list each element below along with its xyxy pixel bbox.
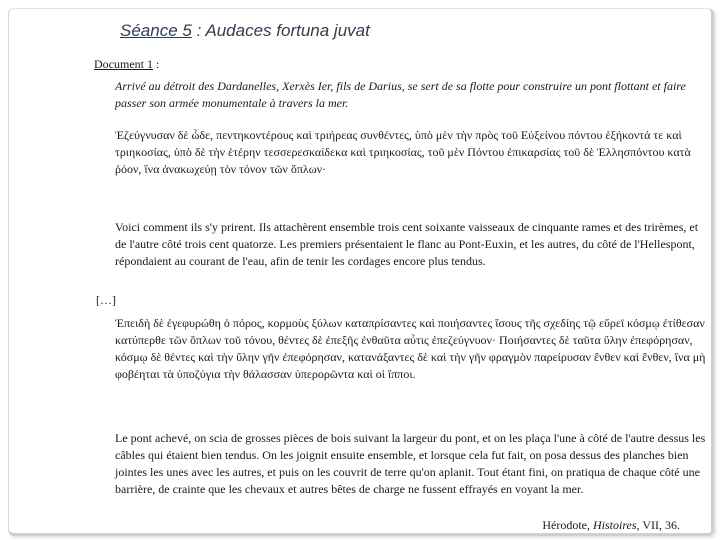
intro-paragraph: Arrivé au détroit des Dardanelles, Xerxès Ier, fils de Darius, se sert de sa flotte pour construire un pont flottant et faire passer son armée monumentale à travers la mer. <box>115 79 686 110</box>
greek-paragraph-1: Ἐζεύγνυσαν δὲ ὧδε, πεντηκοντέρους καὶ τριήρεας συνθέντες, ὑπὸ μὲν τὴν πρὸς τοῦ Εὐξείνου πόντου ἑξήκοντά τε καὶ τριηκοσίας, ὑπὸ δὲ τὴν ἑτέρην τεσσερεσκαίδεκα καὶ τριηκοσίας, τοῦ μὲν Πόντου ἐπικαρσίας τοῦ δὲ Ἑλλησπόντου κατὰ ῥόον, ἵνα ἀνακωχεύῃ τὸν τόνον τῶν ὅπλων· <box>115 128 691 176</box>
greek-paragraph-2: Ἐπειδὴ δὲ ἐγεφυρώθη ὁ πόρος, κορμοὺς ξύλων καταπρίσαντες καὶ ποιήσαντες ἴσους τῆς σχεδίης τῷ εὔρεϊ κόσμῳ ἐτίθεσαν κατύπερθε τῶν ὅπλων τοῦ τόνου, θέντες δὲ ἐπεξῆς ἐνθαῦτα αὖτις ἐπεζεύγνυον· Ποιήσαντες δὲ ταῦτα ὕλην ἐπεφόρησαν, κόσμῳ δὲ θέντες καὶ τὴν ὕλην γῆν ἐπεφόρησαν, κατανάξαντες δὲ καὶ τὴν γῆν φραγμὸν παρείρυσαν ἔνθεν καὶ ἔνθεν, ἵνα μὴ φοβέηται τὰ ὑποζύγια τὴν θάλασσαν ὑπερορῶντα καὶ οἱ ἵπποι. <box>115 316 706 381</box>
source-citation <box>542 518 680 533</box>
ellipsis: […] <box>96 293 116 307</box>
source-work: Histoires <box>592 518 637 532</box>
source-author: Hérodote, <box>542 518 593 532</box>
document-name: Document 1 <box>94 57 153 71</box>
title-session: Séance 5 <box>120 21 192 40</box>
document-label <box>94 57 159 72</box>
title-motto: : Audaces fortuna juvat <box>191 21 370 40</box>
page-title <box>120 21 370 41</box>
french-paragraph-1: Voici comment ils s'y prirent. Ils attachèrent ensemble trois cent soixante vaisseaux de cinquante rames et des trirèmes, et de l'autre côté trois cent quatorze. Les premiers présentaient le flanc au Pont-Euxin, et les autres, du côté de l'Hellespont, répondaient au courant de l'eau, afin de tenir les cordages encore plus tendus. <box>115 220 699 268</box>
document-label-suffix: : <box>153 57 160 71</box>
source-reference: , VII, 36. <box>636 518 680 532</box>
french-paragraph-2: Le pont achevé, on scia de grosses pièces de bois suivant la largeur du pont, et on les plaça l'une à côté de l'autre dessus les câbles qui étaient bien tendus. On les joignit ensuite ensemble, et lorsque cela fut fait, on posa dessus des planches bien jointes les unes avec les autres, et puis on les couvrit de terre qu'on aplanit. Tout étant fini, on pratiqua de chaque côté une barrière, de crainte que les chevaux et autres bêtes de charge ne fussent effrayés en voyant la mer. <box>115 431 706 496</box>
